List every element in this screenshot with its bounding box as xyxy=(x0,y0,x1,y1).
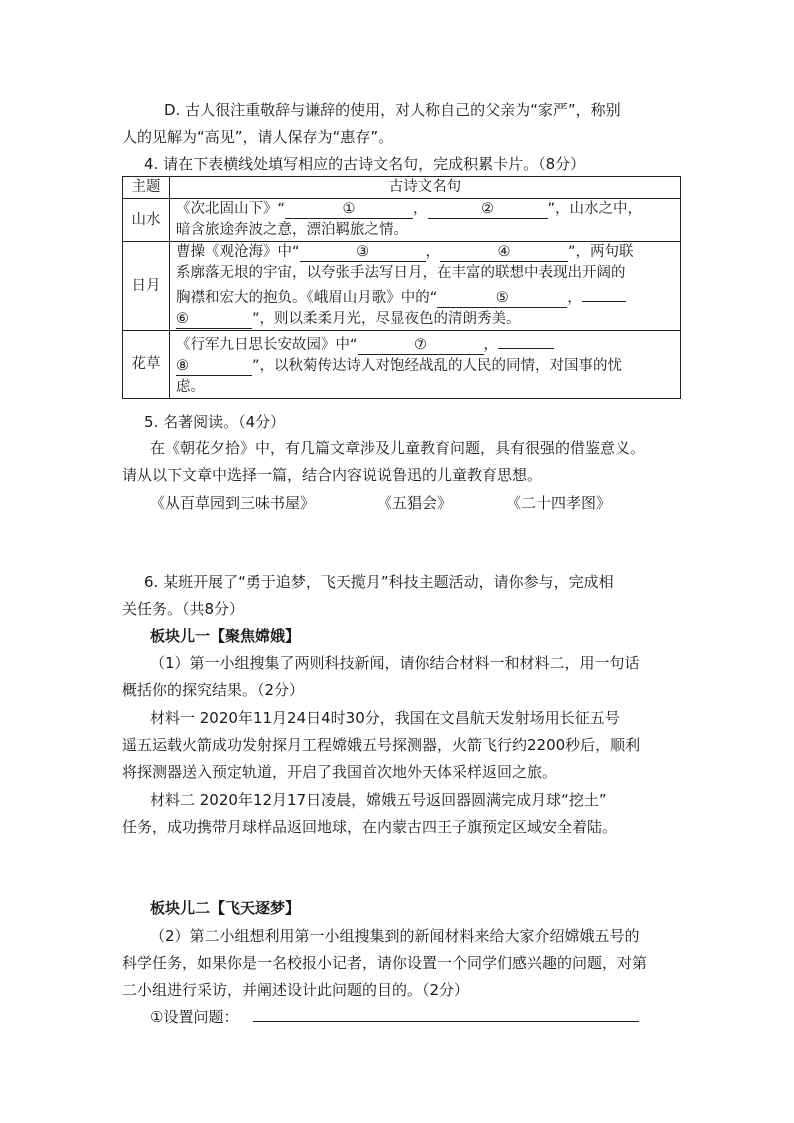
material1-line2: 遥五运载火箭成功发射探月工程嫦娥五号探测器，火箭飞行约2200秒后，顺利 xyxy=(122,736,641,754)
text-segment: 系廓落无垠的宇宙，以夸张手法写日月，在丰富的联想中表现出开阔的 xyxy=(176,265,626,281)
material2-line1: 材料二 2020年12月17日凌晨，嫦娥五号返回器圆满完成月球“挖土” xyxy=(150,791,607,809)
blank-6[interactable]: ⑥ xyxy=(176,311,252,329)
blank-1[interactable]: ① xyxy=(285,201,413,219)
text-segment: ， xyxy=(425,244,441,260)
text-segment: 暗含旅途奔波之意，漂泊羁旅之情。 xyxy=(176,222,408,238)
q6-prompt-line2: 关任务。（共8分） xyxy=(122,600,245,618)
block1-title: 板块儿一【聚焦嫦娥】 xyxy=(150,627,301,645)
material1-line3: 将探测器送入预定轨道，开启了我国首次地外天体采样返回之旅。 xyxy=(122,763,558,781)
table-row-riyue xyxy=(123,242,681,331)
q3-option-d-line1: D. 古人很注重敬辞与谦辞的使用，对人称自己的父亲为“家严”，称别 xyxy=(164,101,621,119)
text-segment: ”，则以柔柔月光，尽显夜色的清朗秀美。 xyxy=(252,311,521,327)
text-segment: ”，以秋菊传达诗人对饱经战乱的人民的同情，对国事的忧 xyxy=(252,358,623,374)
material1-line1: 材料一 2020年11月24日4时30分，我国在文昌航天发射场用长征五号 xyxy=(150,709,620,727)
q6-prompt-line1: 6. 某班开展了“勇于追梦，飞天揽月”科技主题活动，请你参与，完成相 xyxy=(144,573,614,591)
blank-5[interactable]: ⑤ xyxy=(437,290,567,308)
table-row-huacao xyxy=(123,331,681,399)
text-segment: 《行军九日思长安故园》中“ xyxy=(176,337,358,353)
text-segment: 虑。 xyxy=(176,379,205,395)
text-segment: 胸襟和宏大的抱负。《峨眉山月歌》中的“ xyxy=(176,290,438,306)
header-lines: 古诗文名句 xyxy=(170,177,681,199)
q5-option-1: 《从百草园到三味书屋》 xyxy=(150,494,316,512)
topic-huacao: 花草 xyxy=(123,331,170,399)
q5-option-2: 《五猖会》 xyxy=(377,494,453,512)
blank-2[interactable]: ② xyxy=(428,201,548,219)
q3-option-d-line2: 人的见解为“高见”，请人保存为“惠存”。 xyxy=(122,128,394,146)
q4-prompt: 4. 请在下表横线处填写相应的古诗文名句，完成积累卡片。（8分） xyxy=(144,155,586,173)
blank-7[interactable]: ⑦ xyxy=(358,337,484,355)
block2-title: 板块儿二【飞天逐梦】 xyxy=(150,899,301,917)
lines-shanshui xyxy=(170,199,681,242)
q5-prompt: 5. 名著阅读。（4分） xyxy=(144,413,286,431)
topic-shanshui: 山水 xyxy=(123,199,170,242)
blank-8-start[interactable] xyxy=(498,331,554,349)
lines-riyue xyxy=(170,242,681,331)
q5-line2: 请从以下文章中选择一篇，结合内容说说鲁迅的儿童教育思想。 xyxy=(122,466,543,484)
answer-input-line[interactable] xyxy=(253,1020,639,1022)
text-segment: ， xyxy=(483,337,499,353)
q5-line1: 在《朝花夕拾》中，有几篇文章涉及儿童教育问题，具有很强的借鉴意义。 xyxy=(150,439,646,457)
text-segment: ”，山水之中， xyxy=(547,201,643,217)
text-segment: 曹操《观沧海》中“ xyxy=(176,244,300,260)
blank-8[interactable]: ⑧ xyxy=(176,358,252,376)
text-segment: 《次北固山下》“ xyxy=(176,201,286,217)
answer-label: ①设置问题： xyxy=(150,1008,239,1026)
sub1-line1: （1）第一小组搜集了两则科技新闻，请你结合材料一和材料二，用一句话 xyxy=(150,654,640,672)
q5-option-3: 《二十四孝图》 xyxy=(506,494,612,512)
text-segment: ， xyxy=(413,201,428,217)
blank-3[interactable]: ③ xyxy=(300,244,426,262)
table-row-shanshui xyxy=(123,199,681,242)
lines-huacao xyxy=(170,331,681,399)
table-header-row xyxy=(123,177,681,199)
sub2-line2: 科学任务，如果你是一名校报小记者，请你设置一个同学们感兴趣的问题，对第 xyxy=(122,954,648,972)
text-segment: ， xyxy=(567,290,582,306)
text-segment: ”，两句联 xyxy=(568,244,634,260)
sub2-line1: （2）第二小组想利用第一小组搜集到的新闻材料来给大家介绍嫦娥五号的 xyxy=(150,927,640,945)
sub2-line3: 二小组进行采访，并阐述设计此问题的目的。（2分） xyxy=(122,981,470,999)
sub1-line2: 概括你的探究结果。（2分） xyxy=(122,681,305,699)
topic-riyue: 日月 xyxy=(123,242,170,331)
accumulation-card-table xyxy=(122,176,681,399)
blank-6-start[interactable] xyxy=(582,284,626,302)
blank-4[interactable]: ④ xyxy=(440,244,568,262)
header-topic: 主题 xyxy=(123,177,170,199)
material2-line2: 任务，成功携带月球样品返回地球，在内蒙古四王子旗预定区域安全着陆。 xyxy=(122,818,618,836)
